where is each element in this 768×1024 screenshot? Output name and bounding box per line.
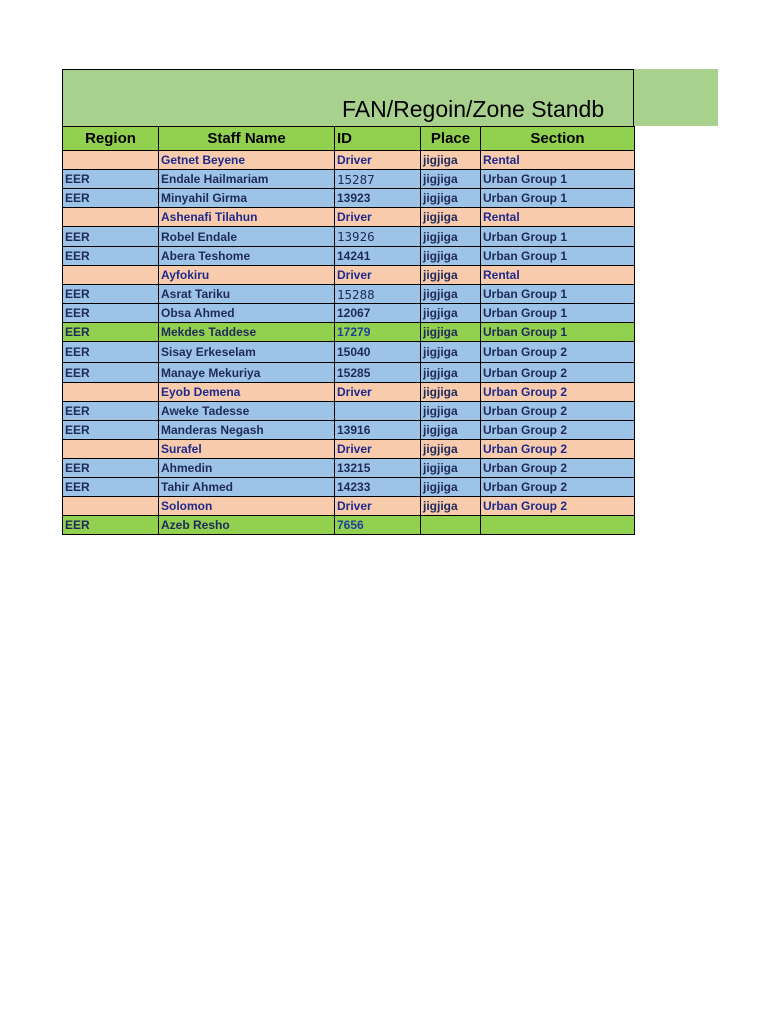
table-row	[63, 247, 635, 266]
cell-section	[481, 516, 635, 535]
cell-place: jigjiga	[421, 363, 481, 383]
cell-region: EER	[63, 459, 159, 478]
cell-section: Urban Group 1	[481, 247, 635, 266]
cell-region: EER	[63, 304, 159, 323]
cell-id: 17279	[335, 323, 421, 342]
cell-place: jigjiga	[421, 383, 481, 402]
cell-section: Urban Group 2	[481, 478, 635, 497]
cell-place: jigjiga	[421, 478, 481, 497]
cell-section: Urban Group 1	[481, 227, 635, 247]
cell-place: jigjiga	[421, 227, 481, 247]
cell-section: Urban Group 1	[481, 189, 635, 208]
table-row	[63, 459, 635, 478]
table-body	[63, 151, 635, 535]
cell-region: EER	[63, 342, 159, 363]
column-header-region: Region	[63, 127, 159, 151]
cell-staff-name: Asrat Tariku	[159, 285, 335, 304]
table-row	[63, 497, 635, 516]
column-header-staff-name: Staff Name	[159, 127, 335, 151]
cell-staff-name: Solomon	[159, 497, 335, 516]
cell-section: Urban Group 1	[481, 285, 635, 304]
cell-id: 15040	[335, 342, 421, 363]
cell-id: 13916	[335, 421, 421, 440]
column-header-place: Place	[421, 127, 481, 151]
cell-staff-name: Tahir Ahmed	[159, 478, 335, 497]
header-row	[63, 127, 635, 151]
cell-id: Driver	[335, 151, 421, 170]
cell-id: Driver	[335, 208, 421, 227]
table-row	[63, 285, 635, 304]
cell-region	[63, 208, 159, 227]
cell-id: 15288	[335, 285, 421, 304]
cell-id: 7656	[335, 516, 421, 535]
cell-place	[421, 516, 481, 535]
cell-place: jigjiga	[421, 497, 481, 516]
cell-region	[63, 383, 159, 402]
cell-section: Urban Group 2	[481, 421, 635, 440]
cell-region: EER	[63, 478, 159, 497]
cell-id: 13926	[335, 227, 421, 247]
table-row	[63, 342, 635, 363]
cell-section: Rental	[481, 151, 635, 170]
cell-place: jigjiga	[421, 459, 481, 478]
cell-staff-name: Azeb Resho	[159, 516, 335, 535]
table-row	[63, 363, 635, 383]
cell-place: jigjiga	[421, 170, 481, 189]
table-row	[63, 402, 635, 421]
cell-staff-name: Manaye Mekuriya	[159, 363, 335, 383]
cell-id: 13923	[335, 189, 421, 208]
cell-place: jigjiga	[421, 421, 481, 440]
cell-place: jigjiga	[421, 342, 481, 363]
cell-id: Driver	[335, 383, 421, 402]
cell-staff-name: Aweke Tadesse	[159, 402, 335, 421]
cell-region: EER	[63, 323, 159, 342]
cell-id: Driver	[335, 266, 421, 285]
cell-place: jigjiga	[421, 285, 481, 304]
table-row	[63, 440, 635, 459]
cell-staff-name: Obsa Ahmed	[159, 304, 335, 323]
cell-place: jigjiga	[421, 189, 481, 208]
table-row	[63, 421, 635, 440]
cell-section: Urban Group 2	[481, 440, 635, 459]
cell-section: Urban Group 2	[481, 383, 635, 402]
cell-section: Urban Group 1	[481, 304, 635, 323]
table-row	[63, 304, 635, 323]
table-row	[63, 323, 635, 342]
cell-id: Driver	[335, 440, 421, 459]
cell-section: Urban Group 1	[481, 170, 635, 189]
column-header-id: ID	[335, 127, 421, 151]
cell-region	[63, 497, 159, 516]
cell-place: jigjiga	[421, 208, 481, 227]
cell-place: jigjiga	[421, 440, 481, 459]
staff-table	[62, 126, 635, 535]
table-row	[63, 208, 635, 227]
column-header-section: Section	[481, 127, 635, 151]
cell-staff-name: Mekdes Taddese	[159, 323, 335, 342]
cell-id: 15287	[335, 170, 421, 189]
cell-id: 13215	[335, 459, 421, 478]
cell-section: Urban Group 2	[481, 342, 635, 363]
cell-region: EER	[63, 421, 159, 440]
cell-staff-name: Abera Teshome	[159, 247, 335, 266]
cell-staff-name: Surafel	[159, 440, 335, 459]
table-row	[63, 516, 635, 535]
cell-region	[63, 440, 159, 459]
cell-staff-name: Sisay Erkeselam	[159, 342, 335, 363]
cell-region: EER	[63, 285, 159, 304]
cell-staff-name: Minyahil Girma	[159, 189, 335, 208]
cell-region: EER	[63, 363, 159, 383]
table-row	[63, 189, 635, 208]
cell-staff-name: Eyob Demena	[159, 383, 335, 402]
cell-staff-name: Manderas Negash	[159, 421, 335, 440]
cell-staff-name: Endale Hailmariam	[159, 170, 335, 189]
cell-section: Urban Group 2	[481, 497, 635, 516]
cell-region: EER	[63, 402, 159, 421]
cell-staff-name: Getnet Beyene	[159, 151, 335, 170]
cell-id: 15285	[335, 363, 421, 383]
cell-section: Urban Group 2	[481, 459, 635, 478]
cell-section: Urban Group 2	[481, 402, 635, 421]
cell-place: jigjiga	[421, 247, 481, 266]
table-row	[63, 227, 635, 247]
table-row	[63, 151, 635, 170]
cell-place: jigjiga	[421, 151, 481, 170]
table-row	[63, 170, 635, 189]
cell-id: 12067	[335, 304, 421, 323]
cell-place: jigjiga	[421, 266, 481, 285]
cell-staff-name: Ayfokiru	[159, 266, 335, 285]
table-row	[63, 478, 635, 497]
cell-staff-name: Robel Endale	[159, 227, 335, 247]
cell-region: EER	[63, 227, 159, 247]
cell-section: Urban Group 2	[481, 363, 635, 383]
cell-region: EER	[63, 189, 159, 208]
cell-id: 14241	[335, 247, 421, 266]
table-row	[63, 383, 635, 402]
cell-region	[63, 266, 159, 285]
cell-id: 14233	[335, 478, 421, 497]
cell-section: Rental	[481, 208, 635, 227]
sheet-title: FAN/Regoin/Zone Standb	[342, 96, 605, 122]
cell-region: EER	[63, 516, 159, 535]
cell-region	[63, 151, 159, 170]
cell-section: Urban Group 1	[481, 323, 635, 342]
cell-id: Driver	[335, 497, 421, 516]
cell-place: jigjiga	[421, 402, 481, 421]
cell-place: jigjiga	[421, 323, 481, 342]
cell-region: EER	[63, 170, 159, 189]
cell-region: EER	[63, 247, 159, 266]
cell-section: Rental	[481, 266, 635, 285]
table-row	[63, 266, 635, 285]
cell-place: jigjiga	[421, 304, 481, 323]
title-band	[62, 69, 718, 126]
cell-staff-name: Ahmedin	[159, 459, 335, 478]
cell-staff-name: Ashenafi Tilahun	[159, 208, 335, 227]
cell-id	[335, 402, 421, 421]
